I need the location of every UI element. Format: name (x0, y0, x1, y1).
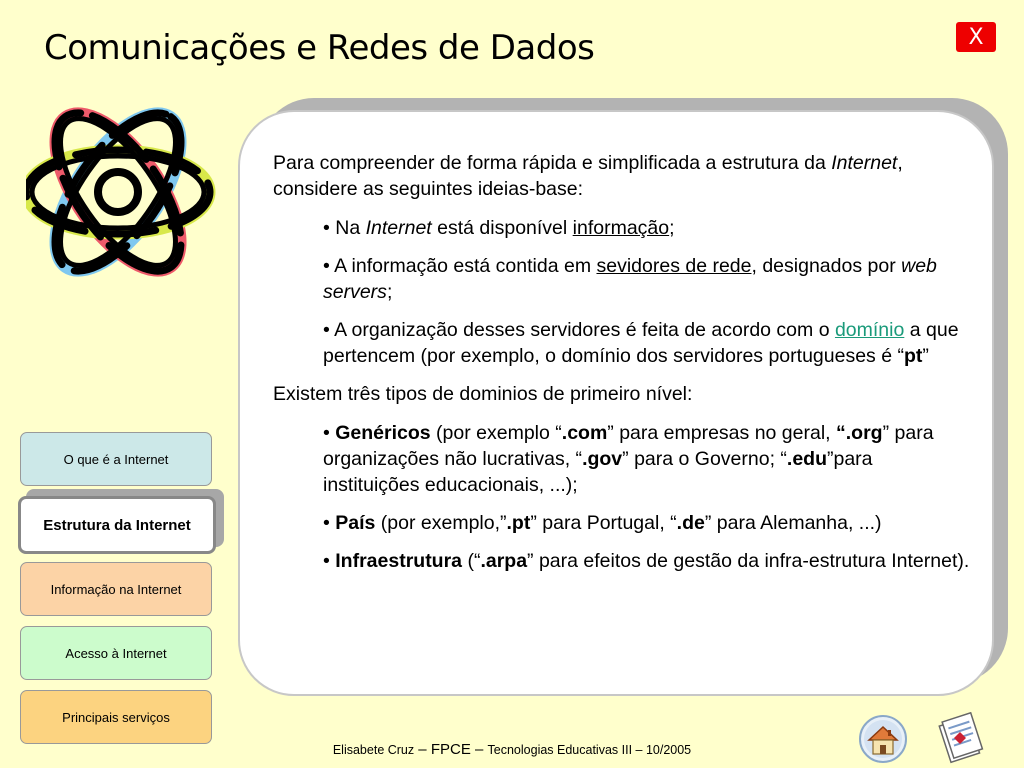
nav-estrutura-internet[interactable]: Estrutura da Internet (18, 496, 216, 554)
bullet-servers (273, 253, 973, 305)
bullet-text: , designados por (751, 255, 902, 277)
intro-text-end: , considere as seguintes ideias-base: (273, 152, 903, 200)
bullet-text: ” para Alemanha, ...) (704, 512, 882, 534)
genericos-bold: Genéricos (335, 422, 431, 444)
org-bold: “.org (836, 422, 883, 444)
types-heading: Existem três tipos de dominios de primeiro nível: (273, 383, 693, 405)
footer-author: Elisabete Cruz (332, 743, 415, 757)
bullet-text: ” para organizações não lucrativas, “ (323, 422, 934, 470)
intro-internet: Internet (831, 152, 898, 174)
atom-logo-icon (26, 84, 216, 289)
com-bold: .com (561, 422, 608, 444)
nav-informacao-internet[interactable]: Informação na Internet (20, 562, 212, 616)
bullet-text: ; (669, 217, 675, 239)
page-title: Comunicações e Redes de Dados (44, 28, 595, 68)
bullet-text: está disponível (431, 217, 573, 239)
bullet-text: • (323, 550, 336, 572)
intro-paragraph (273, 150, 973, 202)
home-icon[interactable] (858, 714, 908, 764)
edu-bold: .edu (786, 448, 827, 470)
bullet-text: ; (386, 281, 393, 303)
web-servers-text: web servers (323, 255, 937, 303)
pt-bold: pt (903, 345, 923, 367)
bullet-text: ” (922, 345, 929, 367)
bullet-text: ” para Portugal, “ (530, 512, 677, 534)
infraestrutura-bold: Infraestrutura (335, 550, 463, 572)
footer-separator: – (414, 741, 431, 758)
bullet-text: (“ (462, 550, 481, 572)
bullet-text: a que pertencem (por exemplo, o domínio dos servidores portugueses é “ (323, 319, 959, 367)
pt-domain-bold: .pt (506, 512, 531, 534)
close-button[interactable]: X (956, 22, 996, 52)
bullet-infrastructure (273, 548, 973, 574)
footer-course: Tecnologias Educativas III – 10/2005 (487, 743, 692, 757)
bullet-text: (por exemplo,” (375, 512, 507, 534)
content-text (273, 150, 973, 586)
bullet-text: • (323, 512, 336, 534)
bullet-information (273, 215, 973, 241)
bullet-internet: Internet (365, 217, 432, 239)
bullet-text: • A informação está contida em (323, 255, 597, 277)
intro-text: Para compreender de forma rápida e simplificada a estrutura da (273, 152, 832, 174)
bullet-text: ” para efeitos de gestão da infra-estrutura Internet). (527, 550, 970, 572)
nav-principais-servicos[interactable]: Principais serviços (20, 690, 212, 744)
nav-acesso-internet[interactable]: Acesso à Internet (20, 626, 212, 680)
arpa-bold: .arpa (480, 550, 528, 572)
bullet-text: ” para o Governo; “ (622, 448, 787, 470)
underlined-informacao: informação (572, 217, 670, 239)
pais-bold: País (335, 512, 376, 534)
bullet-text: ”para instituições educacionais, ...); (323, 448, 873, 496)
bullet-country (273, 510, 973, 536)
bullet-text: • (323, 422, 336, 444)
footer-org: FPCE (430, 741, 471, 758)
footer-separator: – (470, 741, 488, 758)
nav-o-que-e-internet[interactable]: O que é a Internet (20, 432, 212, 486)
bullet-text: ” para empresas no geral, (607, 422, 836, 444)
bullet-generic (273, 420, 973, 498)
bullet-text: • Na (323, 217, 366, 239)
bullet-text: (por exemplo “ (430, 422, 562, 444)
underlined-servidores: sevidores de rede (596, 255, 752, 277)
bullet-text: • A organização desses servidores é feita de acordo com o (323, 319, 835, 341)
dominio-link[interactable]: domínio (834, 319, 905, 341)
bullet-domain (273, 317, 973, 369)
gov-bold: .gov (582, 448, 623, 470)
document-index-icon[interactable] (934, 712, 988, 764)
de-bold: .de (676, 512, 705, 534)
